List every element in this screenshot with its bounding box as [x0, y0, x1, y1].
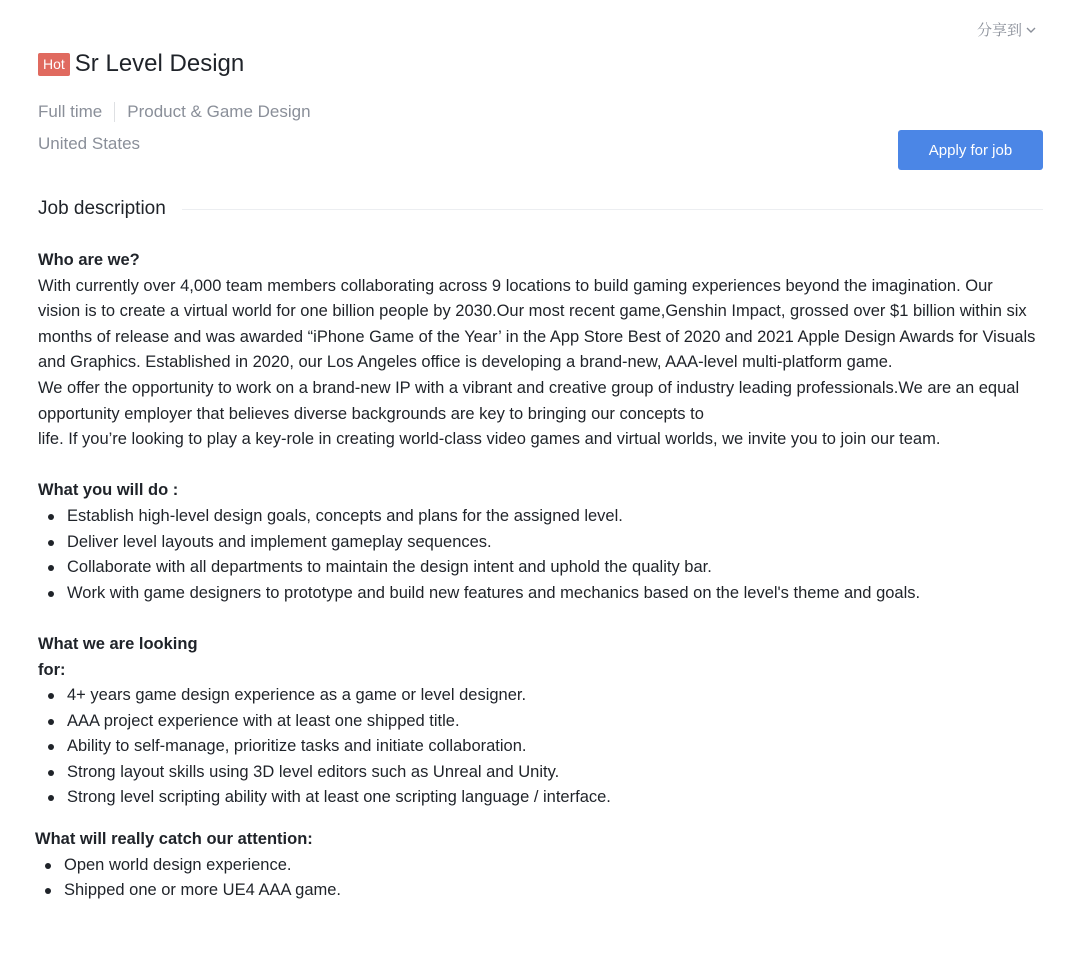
who-paragraph: life. If you’re looking to play a key-role in creating world-class video games and virtual worlds, we invite you to join our team.	[38, 430, 941, 449]
job-type: Full time	[38, 102, 103, 121]
who-paragraph: We offer the opportunity to work on a brand-new IP with a vibrant and creative group of industry leading professionals.We are an equal opportunity employer that believes diverse backgrounds are key to bringing our concepts to	[38, 378, 1020, 423]
list-item: 4+ years game design experience as a game or level designer.	[38, 683, 1048, 709]
hot-badge: Hot	[38, 53, 70, 76]
share-label: 分享到	[977, 22, 1023, 39]
list-item: Establish high-level design goals, concepts and plans for the assigned level.	[38, 504, 1048, 530]
meta-divider	[114, 102, 115, 122]
list-item: Shipped one or more UE4 AAA game.	[35, 878, 1048, 904]
attention-heading: What will really catch our attention:	[35, 830, 313, 849]
spacer	[38, 811, 1048, 827]
list-item: Deliver level layouts and implement gameplay sequences.	[38, 530, 1048, 556]
chevron-down-icon	[1025, 24, 1037, 36]
list-item: Collaborate with all departments to maintain the design intent and uphold the quality bar.	[38, 555, 1048, 581]
list-item: Open world design experience.	[35, 853, 1048, 879]
job-title: Sr Level Design	[74, 50, 245, 77]
apply-button[interactable]: Apply for job	[898, 130, 1043, 170]
job-category: Product & Game Design	[127, 102, 311, 121]
job-description	[35, 248, 1048, 904]
list-item: Ability to self-manage, prioritize tasks and initiate collaboration.	[38, 734, 1048, 760]
list-item: Strong level scripting ability with at least one scripting language / interface.	[38, 785, 1048, 811]
who-paragraph: vision is to create a virtual world for one billion people by 2030.Our most recent game,Genshin Impact, grossed over $1 billion within six months of release and was awarded “iPhone Game of the Year’ in the App Store Best of 2020 and 2021 Apple Design Awards for Visuals and Graphics. Established in 2020, our Los Angeles office is developing a brand-new, AAA-level multi-platform game.	[38, 302, 1036, 372]
do-heading: What you will do :	[38, 481, 179, 500]
looking-heading-cont: for:	[38, 660, 66, 679]
list-item: Strong layout skills using 3D level editors such as Unreal and Unity.	[38, 760, 1048, 786]
list-item: Work with game designers to prototype and build new features and mechanics based on the level's theme and goals.	[38, 581, 1048, 607]
job-meta	[38, 102, 311, 122]
looking-list	[38, 683, 1048, 811]
looking-heading: What we are looking	[38, 634, 198, 653]
job-location: United States	[38, 134, 141, 153]
attention-list	[35, 853, 1048, 904]
section-title: Job description	[38, 198, 166, 219]
spacer	[38, 453, 1048, 479]
job-title-row	[38, 50, 244, 78]
who-heading: Who are we?	[38, 251, 140, 269]
section-header	[38, 198, 1043, 220]
do-list	[38, 504, 1048, 606]
attention-block	[35, 827, 1048, 904]
who-paragraph: With currently over 4,000 team members collaborating across 9 locations to build gaming experiences beyond the imagination. Our	[38, 276, 993, 295]
section-divider	[182, 209, 1043, 210]
list-item: AAA project experience with at least one shipped title.	[38, 709, 1048, 735]
spacer	[38, 606, 1048, 632]
share-menu[interactable]	[977, 19, 1037, 40]
